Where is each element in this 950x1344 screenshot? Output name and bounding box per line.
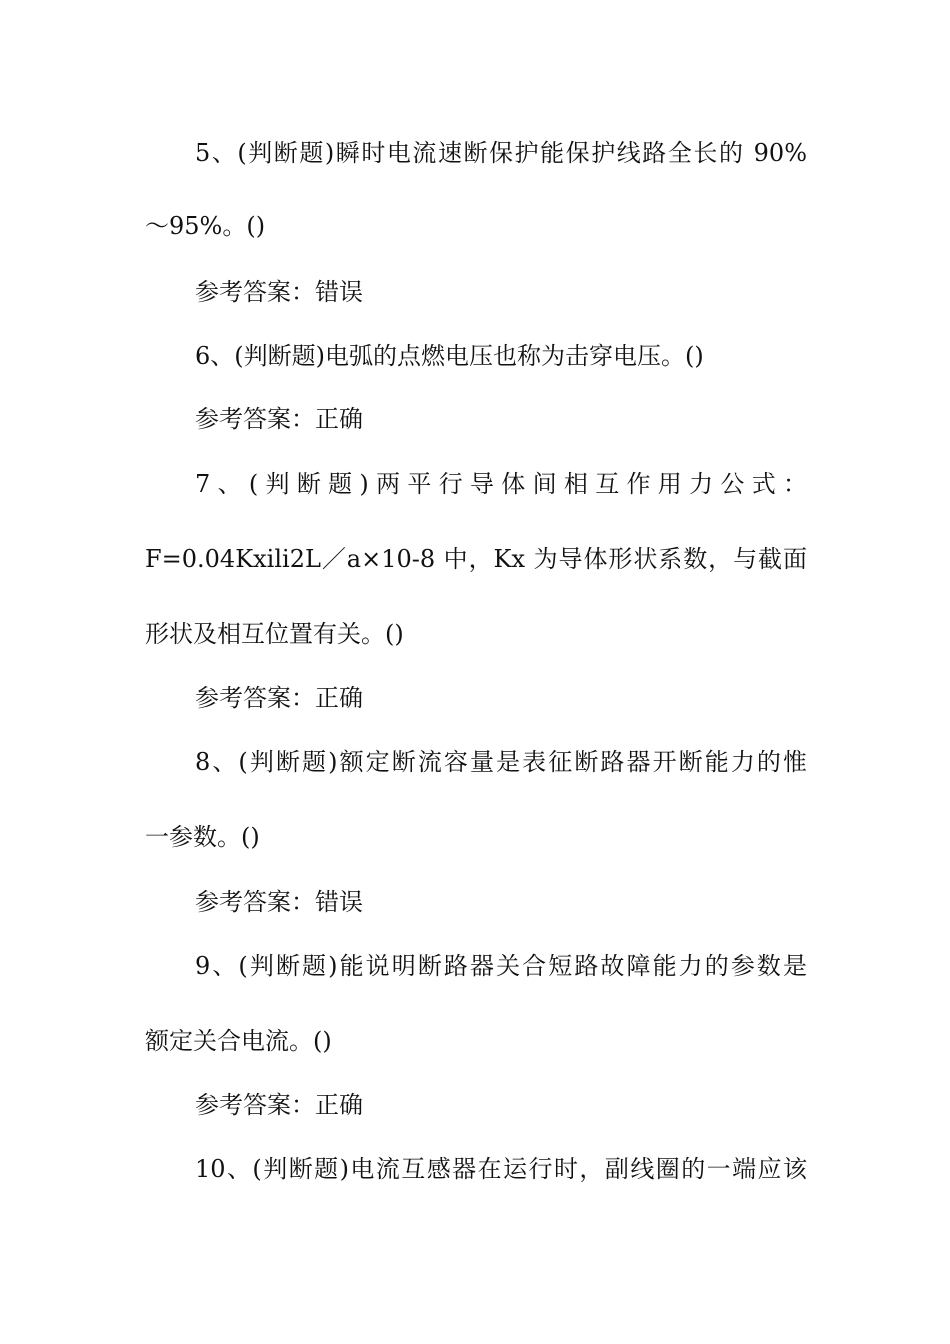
answer-9: 参考答案：正确 (195, 1091, 363, 1119)
answer-6: 参考答案：正确 (195, 405, 363, 433)
question-5-line-1: 5、(判断题)瞬时电流速断保护能保护线路全长的 90% (195, 139, 807, 167)
question-6-line-1: 6、(判断题)电弧的点燃电压也称为击穿电压。() (195, 342, 704, 370)
question-9-line-2: 额定关合电流。() (145, 1027, 332, 1055)
answer-7: 参考答案：正确 (195, 684, 363, 712)
question-9-line-1: 9、(判断题)能说明断路器关合短路故障能力的参数是 (195, 952, 807, 980)
question-8-line-2: 一参数。() (145, 823, 260, 851)
answer-8: 参考答案：错误 (195, 888, 363, 916)
question-7-line-3: 形状及相互位置有关。() (145, 620, 404, 648)
question-7-line-1: 7、(判断题)两平行导体间相互作用力公式： (195, 470, 807, 498)
question-10-line-1: 10、(判断题)电流互感器在运行时，副线圈的一端应该 (195, 1155, 807, 1183)
question-5-line-2: ～95%。() (145, 212, 266, 240)
question-8-line-1: 8、(判断题)额定断流容量是表征断路器开断能力的惟 (195, 748, 807, 776)
question-7-line-2: F=0.04Kxili2L／a×10-8 中，Kx 为导体形状系数，与截面 (145, 545, 807, 573)
answer-5: 参考答案：错误 (195, 278, 363, 306)
